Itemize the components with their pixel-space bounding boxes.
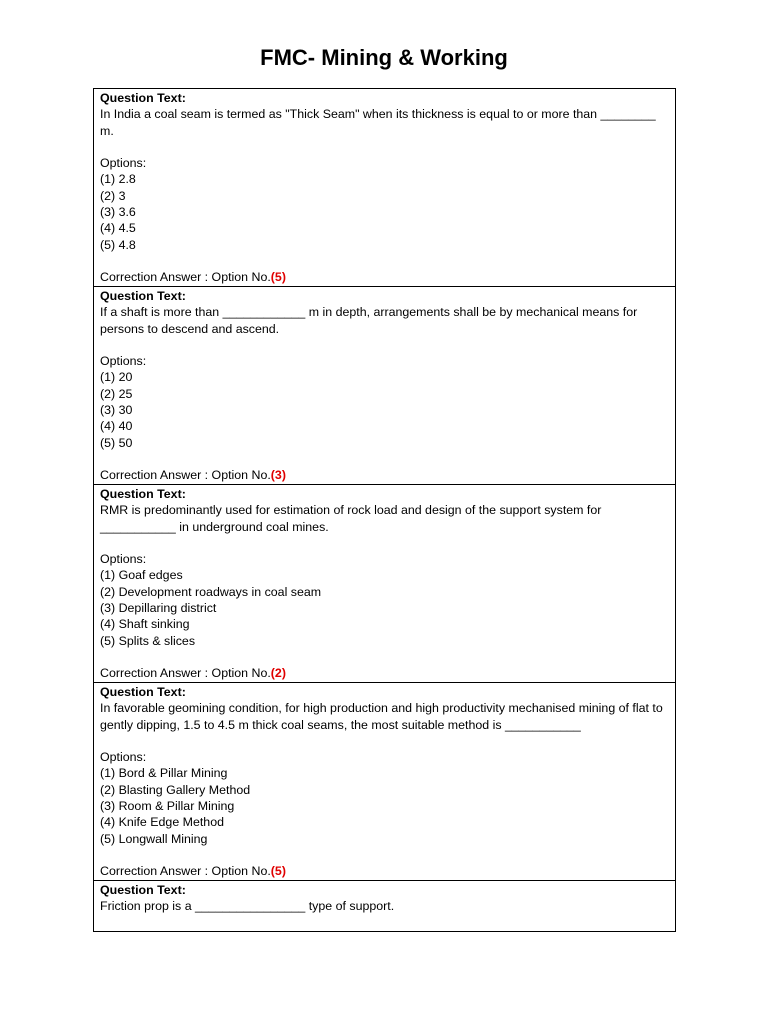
option-4: (4) 4.5 (100, 221, 136, 236)
question-text: If a shaft is more than ____________ m in depth, arrangements shall be by mechanical means for persons to descend and ascend. (100, 305, 638, 336)
spacer (100, 649, 668, 665)
question-cell (94, 881, 676, 932)
answer-value: (3) (270, 468, 286, 483)
question-text: RMR is predominantly used for estimation of rock load and design of the support system for ___________ in underground coal mines. (100, 503, 602, 534)
question-heading: Question Text: (100, 883, 186, 897)
option-5: (5) 50 (100, 435, 133, 450)
answer-prefix: Correction Answer : Option No. (100, 468, 271, 483)
question-heading: Question Text: (100, 685, 186, 699)
spacer (100, 451, 668, 467)
option-3: (3) 30 (100, 403, 133, 418)
question-heading: Question Text: (100, 91, 186, 105)
option-1: (1) Goaf edges (100, 568, 183, 583)
option-2: (2) 25 (100, 386, 133, 401)
spacer (100, 733, 668, 749)
option-2: (2) Blasting Gallery Method (100, 782, 251, 797)
answer-line (100, 467, 668, 483)
option-5: (5) Splits & slices (100, 633, 196, 648)
option-1: (1) 20 (100, 370, 133, 385)
spacer (100, 253, 668, 269)
question-row (94, 881, 676, 932)
answer-prefix: Correction Answer : Option No. (100, 864, 271, 879)
answer-line (100, 269, 668, 285)
question-cell (94, 287, 676, 485)
option-4: (4) 40 (100, 419, 133, 434)
option-1: (1) 2.8 (100, 172, 136, 187)
option-1: (1) Bord & Pillar Mining (100, 766, 228, 781)
options-heading: Options: (100, 156, 147, 171)
option-3: (3) Depillaring district (100, 601, 217, 616)
option-3: (3) Room & Pillar Mining (100, 799, 235, 814)
option-5: (5) Longwall Mining (100, 831, 208, 846)
options-heading: Options: (100, 354, 147, 369)
spacer (100, 847, 668, 863)
question-row (94, 287, 676, 485)
answer-line (100, 863, 668, 879)
question-cell (94, 89, 676, 287)
question-cell (94, 485, 676, 683)
question-heading: Question Text: (100, 487, 186, 501)
options-heading: Options: (100, 750, 147, 765)
question-table (93, 88, 676, 932)
answer-value: (5) (270, 864, 286, 879)
option-4: (4) Shaft sinking (100, 617, 190, 632)
answer-value: (5) (270, 270, 286, 285)
answer-value: (2) (270, 666, 286, 681)
option-4: (4) Knife Edge Method (100, 815, 224, 830)
question-row (94, 485, 676, 683)
option-5: (5) 4.8 (100, 237, 136, 252)
question-row (94, 683, 676, 881)
option-2: (2) Development roadways in coal seam (100, 584, 322, 599)
spacer (100, 337, 668, 353)
question-text: In India a coal seam is termed as "Thick Seam" when its thickness is equal to or more than ________ m. (100, 107, 656, 138)
spacer (100, 139, 668, 155)
option-3: (3) 3.6 (100, 205, 136, 220)
answer-line (100, 665, 668, 681)
question-text: In favorable geomining condition, for high production and high productivity mechanised mining of flat to gently dipping, 1.5 to 4.5 m thick coal seams, the most suitable method is ___________ (100, 701, 663, 732)
options-heading: Options: (100, 552, 147, 567)
question-cell (94, 683, 676, 881)
question-heading: Question Text: (100, 289, 186, 303)
answer-prefix: Correction Answer : Option No. (100, 666, 271, 681)
question-text: Friction prop is a ________________ type of support. (100, 899, 395, 914)
option-2: (2) 3 (100, 188, 126, 203)
spacer (100, 535, 668, 551)
answer-prefix: Correction Answer : Option No. (100, 270, 271, 285)
page-title: FMC- Mining & Working (260, 45, 508, 70)
question-row (94, 89, 676, 287)
